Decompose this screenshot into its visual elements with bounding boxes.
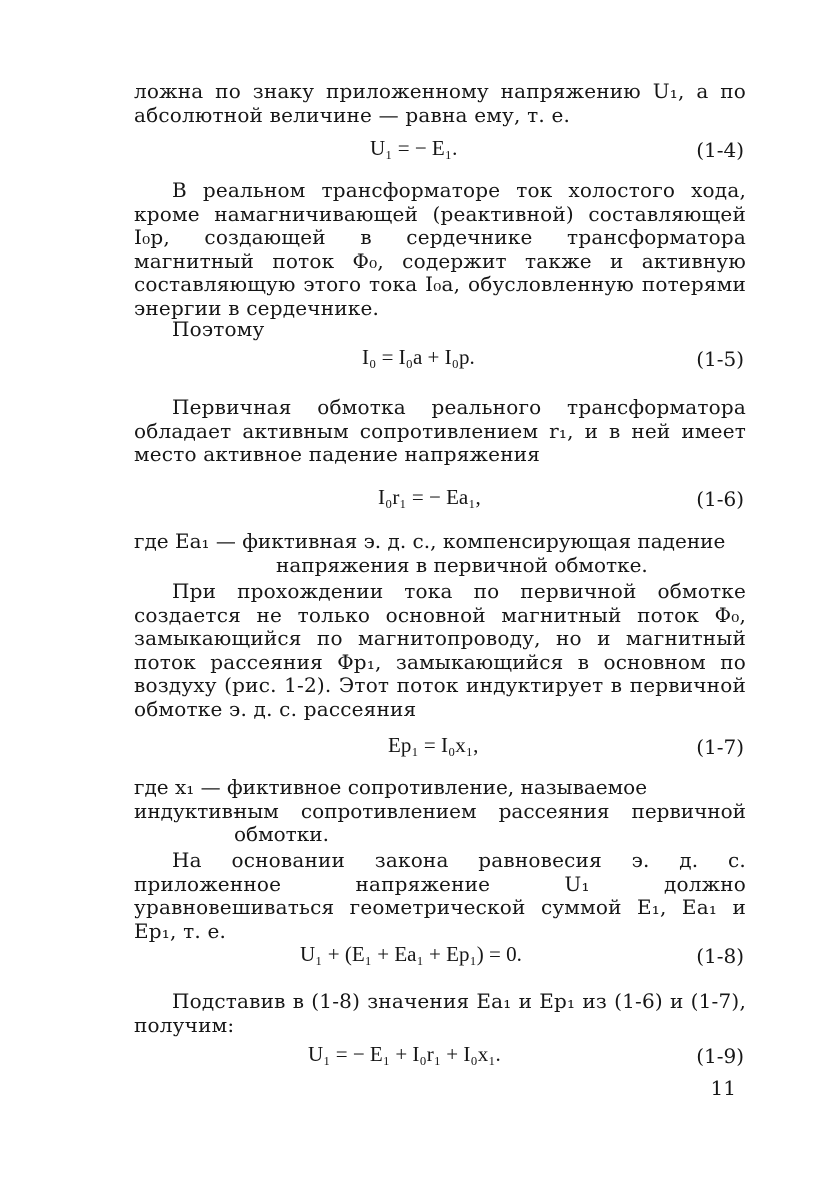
definition-x1-continuation: ным сопротивлением рассеяния первичной обмотки. — [234, 798, 746, 846]
equation-number-1-7: (1-7) — [696, 735, 744, 759]
paragraph-emf-balance: На основании закона равновесия э. д. с. приложенное напряжение U₁ должно уравновешиваться геометрической суммой E₁, Ea₁ и Ep₁, т. е. — [134, 848, 746, 943]
equation-1-4: U₁ = − E₁. — [370, 136, 458, 160]
paragraph-intro: ложна по знаку приложенному напряжению U₁, а по абсолютной величине — равна ему, т. е. — [134, 79, 746, 127]
equation-1-9: U₁ = − E₁ + I₀r₁ + I₀x₁. — [308, 1042, 501, 1066]
equation-number-1-6: (1-6) — [696, 487, 744, 511]
equation-number-1-5: (1-5) — [696, 347, 744, 371]
equation-1-5: I₀ = I₀a + I₀p. — [362, 345, 475, 369]
page-number: 11 — [710, 1076, 736, 1100]
definition-ea1-head: где Ea₁ — фиктивная э. д. с., компенсирующая падение — [134, 529, 726, 553]
paragraph-leakage-flux: При прохождении тока по первичной обмотке создается не только основной магнитный поток Φ₀, замыкающийся по магнитопроводу, но и магнитный поток рассеяния Φp₁, замыкающийся в основном по воздуху (рис. 1-2). Этот поток индуктирует в первичной обмотке э. д. с. рассеяния — [134, 579, 746, 721]
definition-ea1-continuation: напряжения в первичной обмотке. — [276, 552, 648, 577]
equation-number-1-8: (1-8) — [696, 944, 744, 968]
equation-number-1-4: (1-4) — [696, 138, 744, 162]
paragraph-substitution: Подставив в (1-8) значения Ea₁ и Ep₁ из (1-6) и (1-7), получим: — [134, 989, 746, 1037]
equation-1-8: U₁ + (E₁ + Ea₁ + Ep₁) = 0. — [300, 942, 522, 966]
equation-1-6: I₀r₁ = − Ea₁, — [378, 485, 481, 509]
equation-number-1-9: (1-9) — [696, 1044, 744, 1068]
definition-ea1 — [134, 530, 746, 577]
paragraph-therefore: Поэтому — [172, 317, 265, 341]
equation-1-7: Ep₁ = I₀x₁, — [388, 733, 479, 757]
paragraph-primary-winding: Первичная обмотка реального трансформатора обладает активным сопротивлением r₁, и в ней имеет место активное падение напряжения — [134, 395, 746, 466]
definition-x1-head: где x₁ — фиктивное сопротивление, называемое индуктив- — [134, 775, 648, 823]
paragraph-no-load-current: В реальном трансформаторе ток холостого хода, кроме намагничивающей (реактивной) составляющей I₀p, создающей в сердечнике трансформатора магнитный поток Φ₀, содержит также и активную составляющую этого тока I₀a, обусловленную потерями энергии в сердечнике. — [134, 178, 746, 320]
